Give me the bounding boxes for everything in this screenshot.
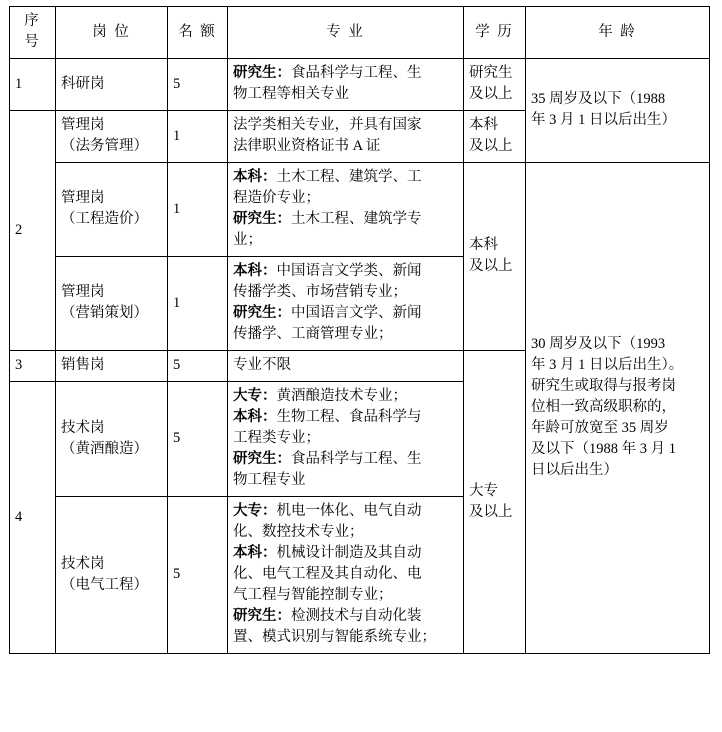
major-line: 本科：土木工程、建筑学、工	[233, 169, 422, 186]
cell-seq: 3	[10, 351, 56, 382]
cell-post	[56, 257, 168, 351]
header-age: 年 龄	[526, 7, 710, 59]
post-name: 技术岗	[61, 419, 105, 436]
header-seq: 序 号	[10, 7, 56, 59]
cell-major	[228, 351, 464, 382]
post-sub: （黄酒酿造）	[61, 440, 148, 457]
cell-age-group-1	[526, 59, 710, 163]
cell-edu: 本科 及以上	[464, 163, 526, 351]
major-line: 研究生：食品科学与工程、生	[233, 65, 422, 82]
major-line: 大专：机电一体化、电气自动	[233, 503, 422, 520]
cell-num: 1	[168, 257, 228, 351]
cell-seq: 4	[10, 382, 56, 654]
cell-post	[56, 111, 168, 163]
cell-seq: 1	[10, 59, 56, 111]
cell-num: 5	[168, 59, 228, 111]
major-line: 专业不限	[233, 357, 291, 374]
major-line: 化、数控技术专业；	[233, 524, 364, 541]
age-line: 35 周岁及以下（1988	[531, 91, 666, 108]
major-line: 法学类相关专业，并具有国家	[233, 117, 422, 134]
age-line: 及以下（1988 年 3 月 1	[531, 441, 676, 458]
recruitment-table	[9, 6, 710, 654]
major-line: 化、电气工程及其自动化、电	[233, 566, 422, 583]
major-line: 研究生：土木工程、建筑学专	[233, 211, 422, 228]
major-line: 气工程与智能控制专业；	[233, 587, 393, 604]
age-line: 年龄可放宽至 35 周岁	[531, 420, 669, 437]
cell-major	[228, 497, 464, 654]
cell-major	[228, 257, 464, 351]
header-post: 岗 位	[56, 7, 168, 59]
header-edu: 学 历	[464, 7, 526, 59]
major-line: 物工程专业	[233, 472, 306, 489]
post-name: 管理岗	[61, 190, 105, 207]
age-line: 年 3 月 1 日以后出生）	[531, 112, 676, 129]
post-name: 销售岗	[61, 357, 105, 374]
header-major: 专 业	[228, 7, 464, 59]
post-name: 管理岗	[61, 117, 105, 134]
post-sub: （工程造价）	[61, 211, 148, 228]
cell-major	[228, 59, 464, 111]
major-line: 本科：机械设计制造及其自动	[233, 545, 422, 562]
cell-edu: 研究生 及以上	[464, 59, 526, 111]
major-line: 法律职业资格证书 A 证	[233, 138, 381, 155]
major-line: 置、模式识别与智能系统专业；	[233, 629, 436, 646]
post-sub: （法务管理）	[61, 138, 148, 155]
major-line: 工程类专业；	[233, 430, 320, 447]
age-line: 30 周岁及以下（1993	[531, 336, 666, 353]
major-line: 本科：中国语言文学类、新闻	[233, 263, 422, 280]
cell-num: 5	[168, 351, 228, 382]
cell-edu: 大专 及以上	[464, 351, 526, 654]
cell-post	[56, 382, 168, 497]
cell-post	[56, 59, 168, 111]
cell-num: 5	[168, 382, 228, 497]
cell-age-group-2	[526, 163, 710, 654]
cell-post	[56, 163, 168, 257]
major-line: 传播学、工商管理专业；	[233, 326, 393, 343]
post-name: 科研岗	[61, 75, 105, 92]
cell-major	[228, 382, 464, 497]
recruitment-table-sheet	[0, 6, 722, 732]
cell-edu: 本科 及以上	[464, 111, 526, 163]
cell-num: 1	[168, 111, 228, 163]
post-sub: （电气工程）	[61, 576, 148, 593]
post-sub: （营销策划）	[61, 305, 148, 322]
table-row	[10, 163, 710, 257]
age-line: 位相一致高级职称的，	[531, 399, 676, 416]
major-line: 程造价专业；	[233, 190, 320, 207]
cell-major	[228, 163, 464, 257]
major-line: 研究生：中国语言文学、新闻	[233, 305, 422, 322]
cell-post	[56, 497, 168, 654]
age-line: 日以后出生）	[531, 462, 618, 479]
cell-post	[56, 351, 168, 382]
post-name: 管理岗	[61, 284, 105, 301]
major-line: 研究生：食品科学与工程、生	[233, 451, 422, 468]
age-line: 年 3 月 1 日以后出生）。	[531, 357, 684, 374]
cell-seq: 2	[10, 111, 56, 351]
cell-major	[228, 111, 464, 163]
major-line: 大专：黄酒酿造技术专业；	[233, 388, 407, 405]
major-line: 物工程等相关专业	[233, 86, 349, 103]
post-name: 技术岗	[61, 555, 105, 572]
major-line: 本科：生物工程、食品科学与	[233, 409, 422, 426]
major-line: 传播学类、市场营销专业；	[233, 284, 407, 301]
cell-num: 1	[168, 163, 228, 257]
table-header-row	[10, 7, 710, 59]
major-line: 研究生：检测技术与自动化装	[233, 608, 422, 625]
table-row	[10, 59, 710, 111]
major-line: 业；	[233, 232, 262, 249]
header-num: 名 额	[168, 7, 228, 59]
age-line: 研究生或取得与报考岗	[531, 378, 676, 395]
cell-num: 5	[168, 497, 228, 654]
